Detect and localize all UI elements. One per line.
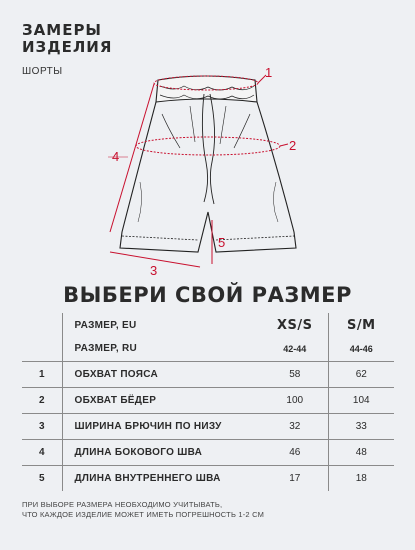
- title-line-2: ИЗДЕЛИЯ: [22, 38, 113, 56]
- measurement-name: ОБХВАТ БЁДЕР: [62, 387, 262, 413]
- note-line-1: ПРИ ВЫБОРЕ РАЗМЕРА НЕОБХОДИМО УЧИТЫВАТЬ,: [22, 500, 223, 509]
- row-number: 2: [22, 387, 62, 413]
- marker-4: 4: [112, 149, 120, 164]
- size-ru-2: 44-46: [349, 343, 373, 354]
- size-eu-2: S/M: [346, 317, 376, 333]
- marker-5: 5: [218, 235, 226, 250]
- table-header-eu: [22, 313, 394, 337]
- row-number: 1: [22, 361, 62, 387]
- size-eu-1: XS/S: [262, 313, 328, 337]
- table-row: [22, 465, 394, 491]
- value-size-1: 100: [262, 387, 328, 413]
- row-number: 3: [22, 413, 62, 439]
- marker-2: 2: [289, 138, 297, 153]
- table-row: [22, 387, 394, 413]
- table-row: [22, 439, 394, 465]
- table-header-ru: [22, 337, 394, 361]
- value-size-2: 62: [328, 361, 394, 387]
- marker-3: 3: [150, 263, 158, 278]
- value-size-2: 48: [328, 439, 394, 465]
- value-size-1: 17: [262, 465, 328, 491]
- row-number: 5: [22, 465, 62, 491]
- table-row: [22, 413, 394, 439]
- value-size-1: 32: [262, 413, 328, 439]
- measurement-name: ДЛИНА БОКОВОГО ШВА: [62, 439, 262, 465]
- title-line-1: ЗАМЕРЫ: [22, 21, 102, 39]
- value-size-1: 46: [262, 439, 328, 465]
- note-line-2: ЧТО КАЖДОЕ ИЗДЕЛИЕ МОЖЕТ ИМЕТЬ ПОГРЕШНОСТЬ 1-2 СМ: [22, 510, 265, 519]
- marker-1: 1: [265, 65, 273, 80]
- shorts-measurement-diagram: [100, 62, 310, 282]
- table-row: [22, 361, 394, 387]
- measurement-name: ОБХВАТ ПОЯСА: [62, 361, 262, 387]
- row-number: 4: [22, 439, 62, 465]
- header-ru-label: РАЗМЕР, RU: [74, 343, 138, 355]
- shorts-outline: [120, 76, 296, 252]
- page-title: [22, 22, 112, 56]
- size-table: [22, 313, 394, 491]
- header-eu-label: РАЗМЕР, EU: [74, 319, 137, 331]
- choose-size-headline: ВЫБЕРИ СВОЙ РАЗМЕР: [63, 283, 352, 307]
- tolerance-note: [22, 500, 264, 520]
- measurement-name: ШИРИНА БРЮЧИН ПО НИЗУ: [62, 413, 262, 439]
- measurement-name: ДЛИНА ВНУТРЕННЕГО ШВА: [62, 465, 262, 491]
- size-ru-1: 42-44: [262, 337, 328, 361]
- value-size-2: 104: [328, 387, 394, 413]
- value-size-2: 18: [328, 465, 394, 491]
- value-size-1: 58: [262, 361, 328, 387]
- value-size-2: 33: [328, 413, 394, 439]
- measurement-lines: [108, 75, 288, 267]
- product-type: ШОРТЫ: [22, 66, 63, 77]
